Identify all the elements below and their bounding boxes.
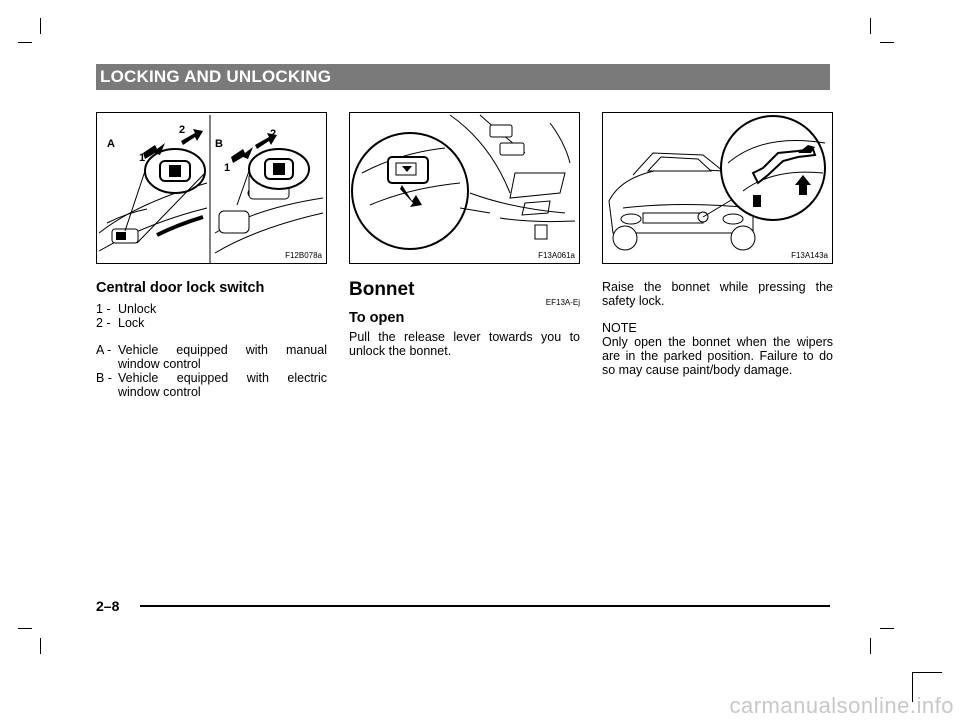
watermark: carmanualsonline.info	[729, 693, 954, 718]
list-item	[96, 302, 327, 316]
crop-mark	[40, 18, 41, 34]
label-1: 1	[139, 152, 146, 164]
list-item	[96, 316, 327, 330]
figure-door-lock-switch	[96, 112, 327, 264]
list-key: B -	[96, 371, 112, 385]
section-heading: Central door lock switch	[96, 280, 265, 296]
section-heading: Bonnet	[349, 279, 415, 300]
section-header: LOCKING AND UNLOCKING	[96, 64, 830, 90]
list-item	[96, 371, 327, 399]
figure-code: F12B078a	[285, 251, 322, 260]
door-panel-illustration	[97, 113, 327, 264]
list-text: Unlock	[118, 302, 157, 316]
label-2: 2	[179, 124, 186, 136]
list-text: Vehicle equipped with electric window control	[118, 371, 327, 399]
reference-code: EF13A-Ej	[545, 298, 580, 307]
footer-rule	[140, 605, 830, 607]
note-text: Only open the bonnet when the wipers are in the parked position. Failure to do so may cause paint/body damage.	[602, 335, 833, 377]
label-1: 1	[224, 162, 231, 174]
crop-mark	[880, 628, 894, 629]
figure-code: F13A143a	[791, 251, 828, 260]
paragraph: Raise the bonnet while pressing the safety lock.	[602, 280, 833, 308]
page-number: 2–8	[96, 598, 120, 614]
note-label: NOTE	[602, 321, 637, 335]
column-bonnet	[349, 280, 580, 358]
crop-mark	[870, 638, 871, 654]
list-text: Vehicle equipped with manual window control	[118, 343, 327, 371]
figure-code: F13A061a	[538, 251, 575, 260]
column-bonnet-continued	[602, 280, 833, 377]
paragraph: Pull the release lever towards you to unlock the bonnet.	[349, 330, 580, 358]
list-text: Lock	[118, 316, 145, 330]
subheading: To open	[349, 310, 405, 326]
list-key: 1 -	[96, 302, 111, 316]
crop-mark	[40, 638, 41, 654]
crop-mark	[18, 42, 32, 43]
label-b: B	[215, 138, 223, 150]
release-lever-illustration	[350, 113, 580, 264]
label-a: A	[107, 138, 115, 150]
list-key: A -	[96, 343, 112, 357]
list-item	[96, 343, 327, 371]
crop-mark	[870, 18, 871, 34]
label-2: 2	[270, 128, 277, 140]
crop-mark	[912, 672, 942, 673]
crop-mark	[880, 42, 894, 43]
figure-bonnet-safety-lock	[602, 112, 833, 264]
column-door-lock	[96, 280, 327, 399]
crop-mark	[18, 628, 32, 629]
list-key: 2 -	[96, 316, 111, 330]
figure-bonnet-release-lever	[349, 112, 580, 264]
car-front-illustration	[603, 113, 833, 264]
